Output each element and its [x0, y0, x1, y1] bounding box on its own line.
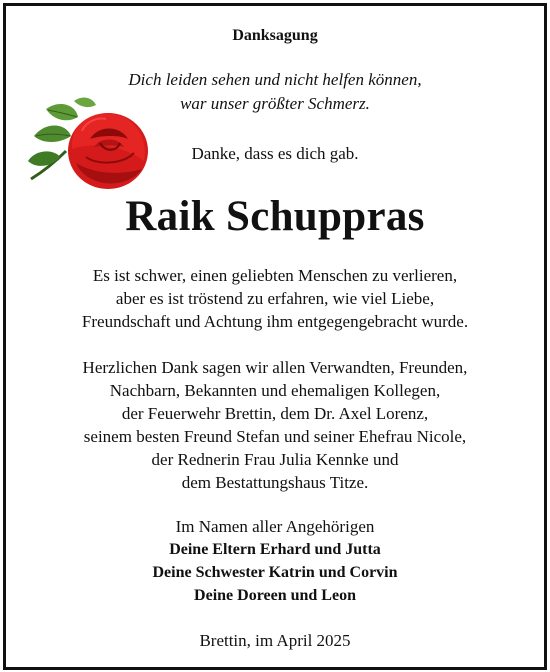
paragraph1-line-3: Freundschaft und Achtung ihm entgegengebracht wurde.	[81, 312, 469, 331]
paragraph2-line-2: Nachbarn, Bekannten und ehemaligen Kollegen,	[109, 381, 441, 400]
signature-line-3: Deine Doreen und Leon	[194, 587, 356, 604]
poem-line-2: war unser größter Schmerz.	[180, 94, 370, 113]
paragraph1-line-2: aber es ist tröstend zu erfahren, wie viel Liebe,	[115, 289, 435, 308]
paragraph2-line-4: seinem besten Freund Stefan und seiner Ehefrau Nicole,	[83, 427, 467, 446]
poem-line-1: Dich leiden sehen und nicht helfen können,	[128, 70, 422, 89]
paragraph1-line-1: Es ist schwer, einen geliebten Menschen zu verlieren,	[92, 266, 458, 285]
signature-line-1: Deine Eltern Erhard und Jutta	[169, 541, 381, 558]
paragraph2-line-6: dem Bestattungshaus Titze.	[181, 473, 369, 492]
place-date: Brettin, im April 2025	[199, 631, 351, 650]
notice-heading: Danksagung	[232, 27, 318, 44]
deceased-name: Raik Schuppras	[125, 193, 425, 240]
paragraph2-line-1: Herzlichen Dank sagen wir allen Verwandten, Freunden,	[82, 358, 468, 377]
paragraph2-line-5: der Rednerin Frau Julia Kennke und	[151, 450, 399, 469]
signature-intro: Im Namen aller Angehörigen	[175, 517, 375, 536]
thanks-line: Danke, dass es dich gab.	[191, 144, 359, 163]
notice-frame	[3, 3, 547, 670]
paragraph2-line-3: der Feuerwehr Brettin, dem Dr. Axel Lorenz,	[121, 404, 429, 423]
signature-line-2: Deine Schwester Katrin und Corvin	[152, 564, 398, 581]
